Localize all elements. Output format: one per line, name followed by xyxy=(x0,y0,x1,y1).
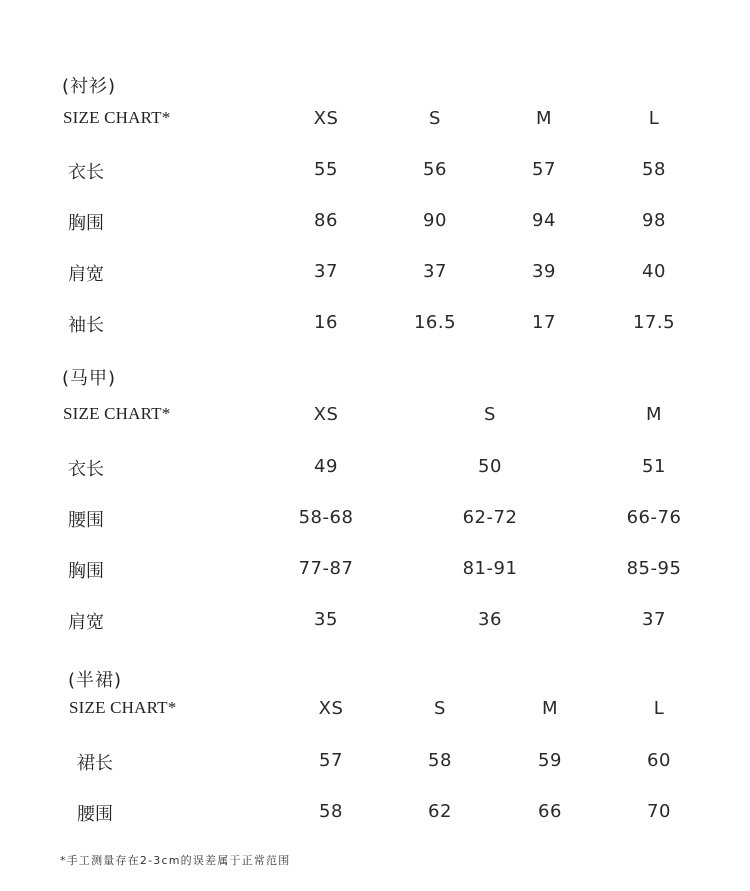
vest-cell: 37 xyxy=(642,609,666,630)
vest-size-header: M xyxy=(645,404,663,425)
shirt-cell: 16.5 xyxy=(413,312,457,333)
shirt-cell: 17.5 xyxy=(632,312,676,333)
vest-row-label: 胸围 xyxy=(68,561,104,582)
vest-section-title: (马甲) xyxy=(62,368,117,389)
vest-cell: 77-87 xyxy=(298,558,354,579)
skirt-size-header: XS xyxy=(318,698,344,719)
vest-size-header: XS xyxy=(313,404,339,425)
shirt-size-header: XS xyxy=(313,108,339,129)
skirt-cell: 66 xyxy=(538,801,562,822)
skirt-cell: 58 xyxy=(319,801,343,822)
skirt-cell: 58 xyxy=(428,750,452,771)
shirt-size-header: S xyxy=(429,108,441,129)
vest-cell: 81-91 xyxy=(462,558,518,579)
shirt-cell: 90 xyxy=(423,210,447,231)
shirt-cell: 39 xyxy=(532,261,556,282)
skirt-size-header: L xyxy=(653,698,665,719)
shirt-size-chart-label: SIZE CHART* xyxy=(63,108,171,127)
vest-cell: 50 xyxy=(478,456,502,477)
vest-cell: 36 xyxy=(478,609,502,630)
shirt-cell: 94 xyxy=(532,210,556,231)
skirt-size-chart-label: SIZE CHART* xyxy=(69,698,177,717)
shirt-section-title: (衬衫) xyxy=(62,76,117,97)
shirt-cell: 57 xyxy=(532,159,556,180)
shirt-cell: 56 xyxy=(423,159,447,180)
shirt-size-header: M xyxy=(535,108,553,129)
shirt-cell: 86 xyxy=(314,210,338,231)
skirt-cell: 70 xyxy=(647,801,671,822)
skirt-size-header: M xyxy=(541,698,559,719)
vest-cell: 49 xyxy=(314,456,338,477)
vest-cell: 51 xyxy=(642,456,666,477)
skirt-section-title: (半裙) xyxy=(68,670,123,691)
shirt-row-label: 袖长 xyxy=(68,315,104,336)
shirt-cell: 58 xyxy=(642,159,666,180)
shirt-cell: 55 xyxy=(314,159,338,180)
vest-cell: 85-95 xyxy=(626,558,682,579)
skirt-cell: 60 xyxy=(647,750,671,771)
shirt-cell: 17 xyxy=(532,312,556,333)
shirt-row-label: 胸围 xyxy=(68,213,104,234)
skirt-cell: 57 xyxy=(319,750,343,771)
vest-cell: 66-76 xyxy=(626,507,682,528)
skirt-row-label: 裙长 xyxy=(77,753,113,774)
shirt-row-label: 肩宽 xyxy=(68,264,104,285)
vest-row-label: 腰围 xyxy=(68,510,104,531)
vest-size-header: S xyxy=(484,404,496,425)
shirt-cell: 16 xyxy=(314,312,338,333)
vest-size-chart-label: SIZE CHART* xyxy=(63,404,171,423)
skirt-row-label: 腰围 xyxy=(77,804,113,825)
shirt-cell: 98 xyxy=(642,210,666,231)
vest-row-label: 肩宽 xyxy=(68,612,104,633)
skirt-size-header: S xyxy=(434,698,446,719)
vest-row-label: 衣长 xyxy=(68,459,104,480)
skirt-cell: 62 xyxy=(428,801,452,822)
shirt-cell: 40 xyxy=(642,261,666,282)
vest-cell: 62-72 xyxy=(462,507,518,528)
shirt-cell: 37 xyxy=(314,261,338,282)
measurement-footnote: *手工测量存在2-3cm的误差属于正常范围 xyxy=(60,854,291,867)
shirt-row-label: 衣长 xyxy=(68,162,104,183)
shirt-cell: 37 xyxy=(423,261,447,282)
skirt-cell: 59 xyxy=(538,750,562,771)
vest-cell: 58-68 xyxy=(298,507,354,528)
vest-cell: 35 xyxy=(314,609,338,630)
shirt-size-header: L xyxy=(648,108,660,129)
